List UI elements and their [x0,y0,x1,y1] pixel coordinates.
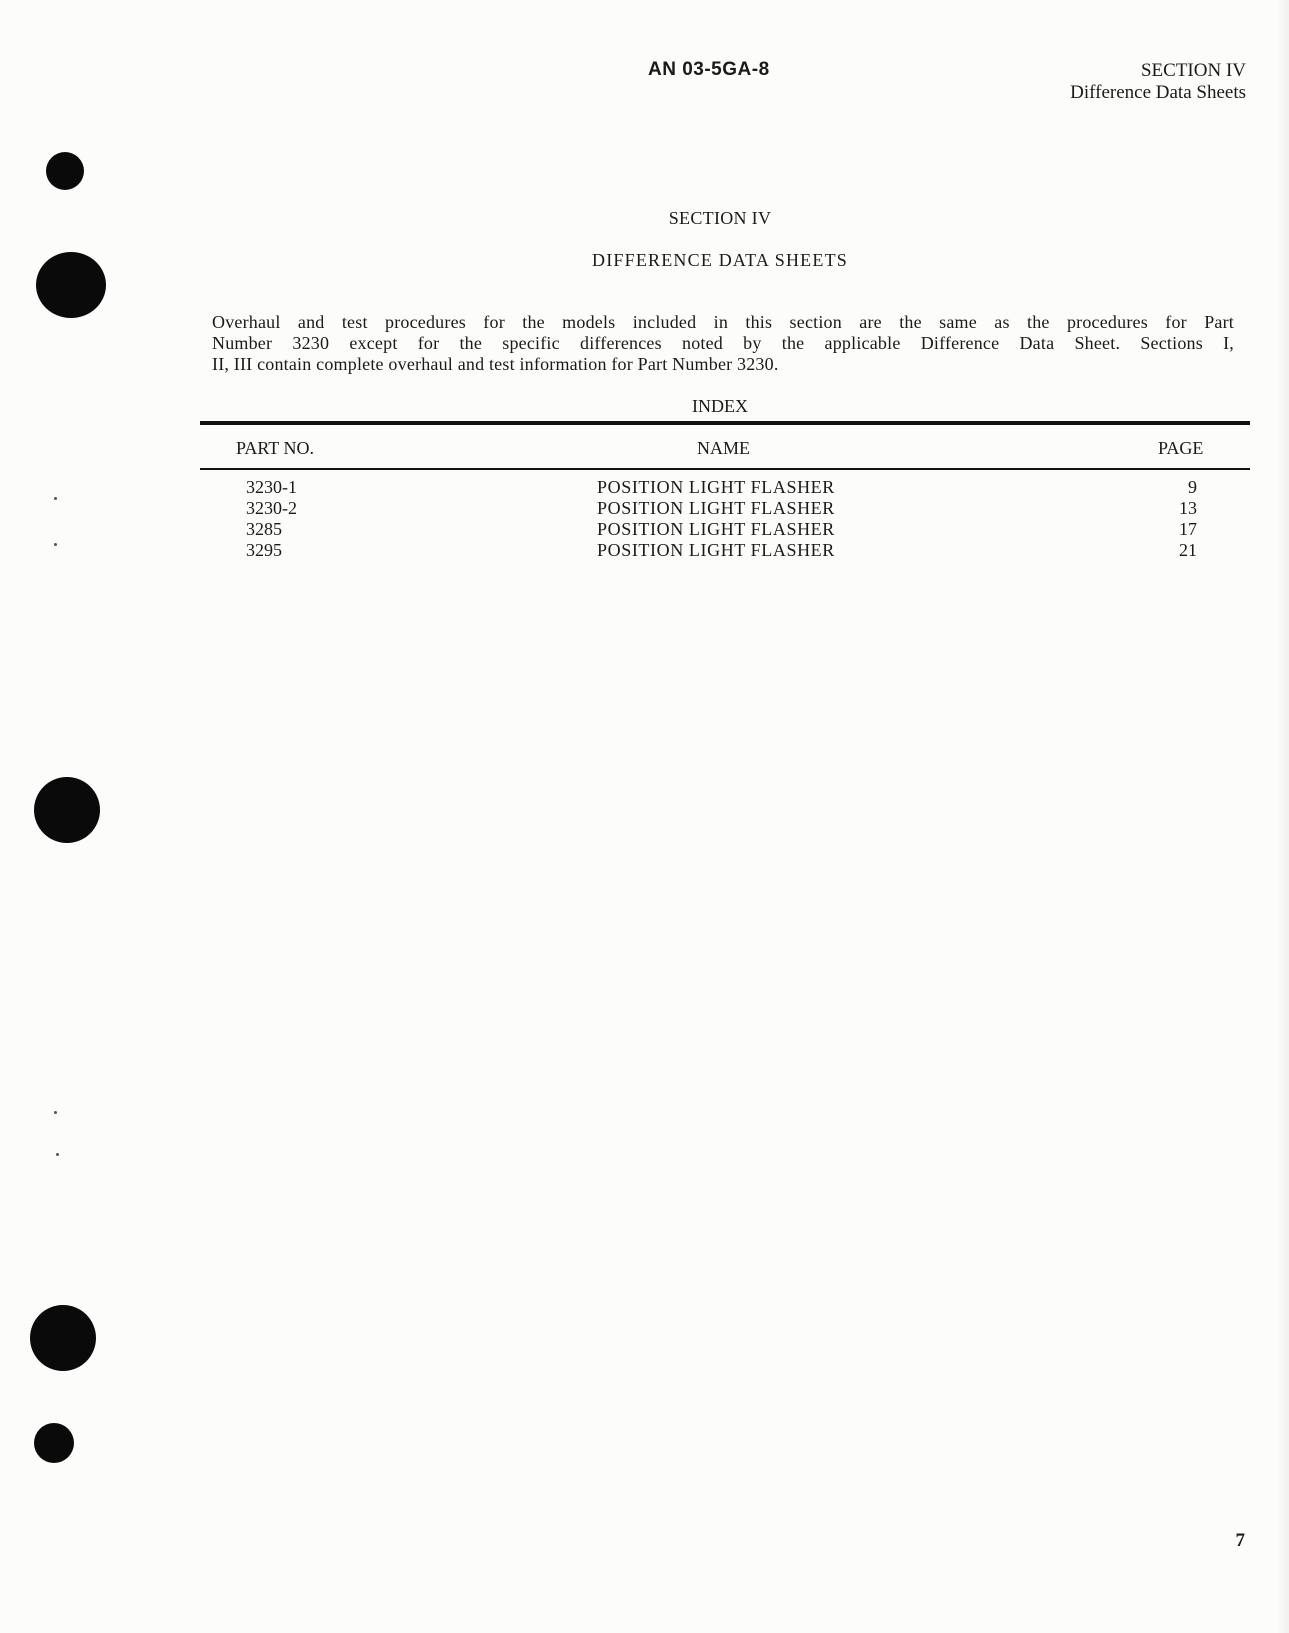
column-header-name: NAME [697,438,750,458]
intro-line: Overhaul and test procedures for the models included in this section are the same as the procedures for Part [212,312,1234,332]
part-name: POSITION LIGHT FLASHER [597,540,835,560]
page-reference: 17 [1179,519,1197,539]
punch-hole-icon [36,252,106,318]
page-reference: 13 [1179,498,1197,518]
part-name: POSITION LIGHT FLASHER [597,498,835,518]
table-header-rule [200,468,1250,470]
part-name: POSITION LIGHT FLASHER [597,519,835,539]
intro-paragraph [212,312,1234,375]
part-number: 3285 [246,519,282,539]
document-number: AN 03-5GA-8 [648,59,770,80]
table-top-rule [200,421,1250,425]
table-row [0,477,1289,498]
column-header-part-no: PART NO. [236,438,314,458]
column-header-page: PAGE [1158,438,1204,458]
speck [56,1153,59,1156]
running-header [1070,60,1246,104]
part-name: POSITION LIGHT FLASHER [597,477,835,497]
index-title: INDEX [692,396,748,416]
page-number: 7 [1235,1530,1245,1551]
punch-hole-icon [34,1423,74,1463]
running-header-section: SECTION IV [1140,60,1246,81]
punch-hole-icon [46,152,84,190]
page-edge-shadow [1277,0,1289,1633]
intro-line: II, III contain complete overhaul and test information for Part Number 3230. [212,354,779,374]
page-reference: 21 [1179,540,1197,560]
table-row [0,498,1289,519]
part-number: 3230-2 [246,498,297,518]
intro-line: Number 3230 except for the specific differences noted by the applicable Difference Data Sheet. Sections I, [212,333,1234,353]
running-header-subtitle: Difference Data Sheets [1070,82,1246,103]
section-title: SECTION IV [668,208,772,228]
page-reference: 9 [1188,477,1197,497]
part-number: 3230-1 [246,477,297,497]
part-number: 3295 [246,540,282,560]
table-row [0,519,1289,540]
speck [54,1111,57,1114]
punch-hole-icon [34,777,100,843]
punch-hole-icon [30,1305,96,1371]
section-heading: DIFFERENCE DATA SHEETS [592,250,848,270]
table-row [0,540,1289,561]
